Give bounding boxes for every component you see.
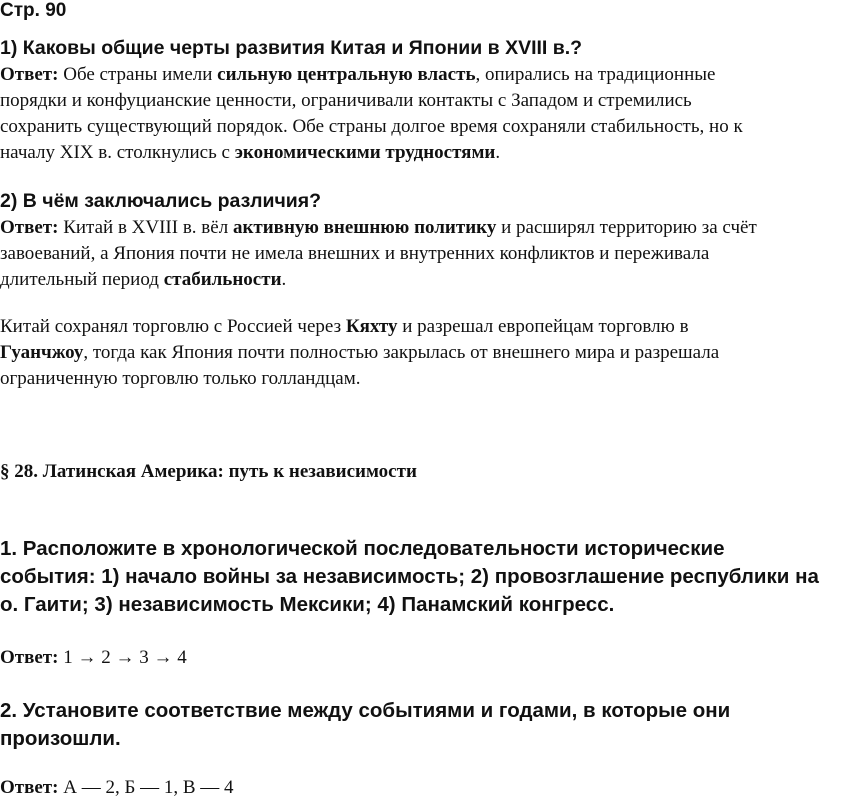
answer-line: завоеваний, а Япония почти не имела внешних и внутренних конфликтов и переживала bbox=[0, 243, 710, 264]
answer-label: Ответ: bbox=[0, 217, 59, 238]
task-1-answer bbox=[0, 645, 187, 671]
question-2-paragraph bbox=[0, 314, 719, 392]
answer-label: Ответ: bbox=[0, 777, 59, 798]
answer-line bbox=[0, 267, 757, 293]
answer-text: началу XIX в. столкнулись с bbox=[0, 142, 235, 163]
page-label: Стр. 90 bbox=[0, 0, 67, 21]
task-line: о. Гаити; 3) независимость Мексики; 4) Панамский конгресс. bbox=[0, 593, 615, 616]
task-line: произошли. bbox=[0, 727, 121, 750]
task-line: 1. Расположите в хронологической последовательности исторические bbox=[0, 537, 725, 560]
answer-emphasis: стабильности bbox=[163, 269, 282, 290]
answer-line: порядки и конфуцианские ценности, ограничивали контакты с Западом и стремились bbox=[0, 90, 692, 111]
answer-line bbox=[0, 140, 743, 166]
paragraph-text: Китай сохранял торговлю с Россией через bbox=[0, 316, 346, 337]
answer-text: Китай в XVIII в. вёл bbox=[58, 217, 233, 238]
task-2-question bbox=[0, 697, 730, 753]
answer-emphasis: экономическими трудностями bbox=[234, 142, 496, 163]
section-heading: § 28. Латинская Америка: путь к независимости bbox=[0, 461, 417, 482]
paragraph-line bbox=[0, 340, 719, 366]
answer-line bbox=[0, 215, 757, 241]
question-2-answer bbox=[0, 215, 757, 293]
answer-text: . bbox=[281, 269, 287, 290]
answer-text: . bbox=[495, 142, 501, 163]
paragraph-emphasis: Гуанчжоу bbox=[0, 342, 84, 363]
paragraph-line bbox=[0, 314, 719, 340]
answer-text: , опирались на традиционные bbox=[475, 64, 716, 85]
task-line: события: 1) начало войны за независимость; 2) провозглашение республики на bbox=[0, 565, 819, 588]
answer-text: Обе страны имели bbox=[58, 64, 218, 85]
answer-line bbox=[0, 62, 743, 88]
answer-label: Ответ: bbox=[0, 647, 59, 668]
paragraph-emphasis: Кяхту bbox=[345, 316, 398, 337]
paragraph-text: , тогда как Япония почти полностью закрылась от внешнего мира и разрешала bbox=[83, 342, 720, 363]
paragraph-line: ограниченную торговлю только голландцам. bbox=[0, 368, 361, 389]
answer-value: 1 → 2 → 3 → 4 bbox=[58, 647, 187, 668]
task-2-answer bbox=[0, 775, 234, 801]
answer-line: сохранить существующий порядок. Обе страны долгое время сохраняли стабильность, но к bbox=[0, 116, 743, 137]
answer-emphasis: сильную центральную власть bbox=[217, 64, 476, 85]
answer-text: длительный период bbox=[0, 269, 164, 290]
task-1-question bbox=[0, 535, 819, 619]
answer-label: Ответ: bbox=[0, 64, 59, 85]
paragraph-text: и разрешал европейцам торговлю в bbox=[397, 316, 689, 337]
answer-emphasis: активную внешнюю политику bbox=[232, 217, 497, 238]
answer-text: и расширял территорию за счёт bbox=[496, 217, 757, 238]
question-1-answer bbox=[0, 62, 743, 166]
answer-value: А — 2, Б — 1, В — 4 bbox=[58, 777, 234, 798]
question-2-title: 2) В чём заключались различия? bbox=[0, 190, 322, 212]
question-1-title: 1) Каковы общие черты развития Китая и Японии в XVIII в.? bbox=[0, 37, 583, 59]
task-line: 2. Установите соответствие между событиями и годами, в которые они bbox=[0, 699, 731, 722]
